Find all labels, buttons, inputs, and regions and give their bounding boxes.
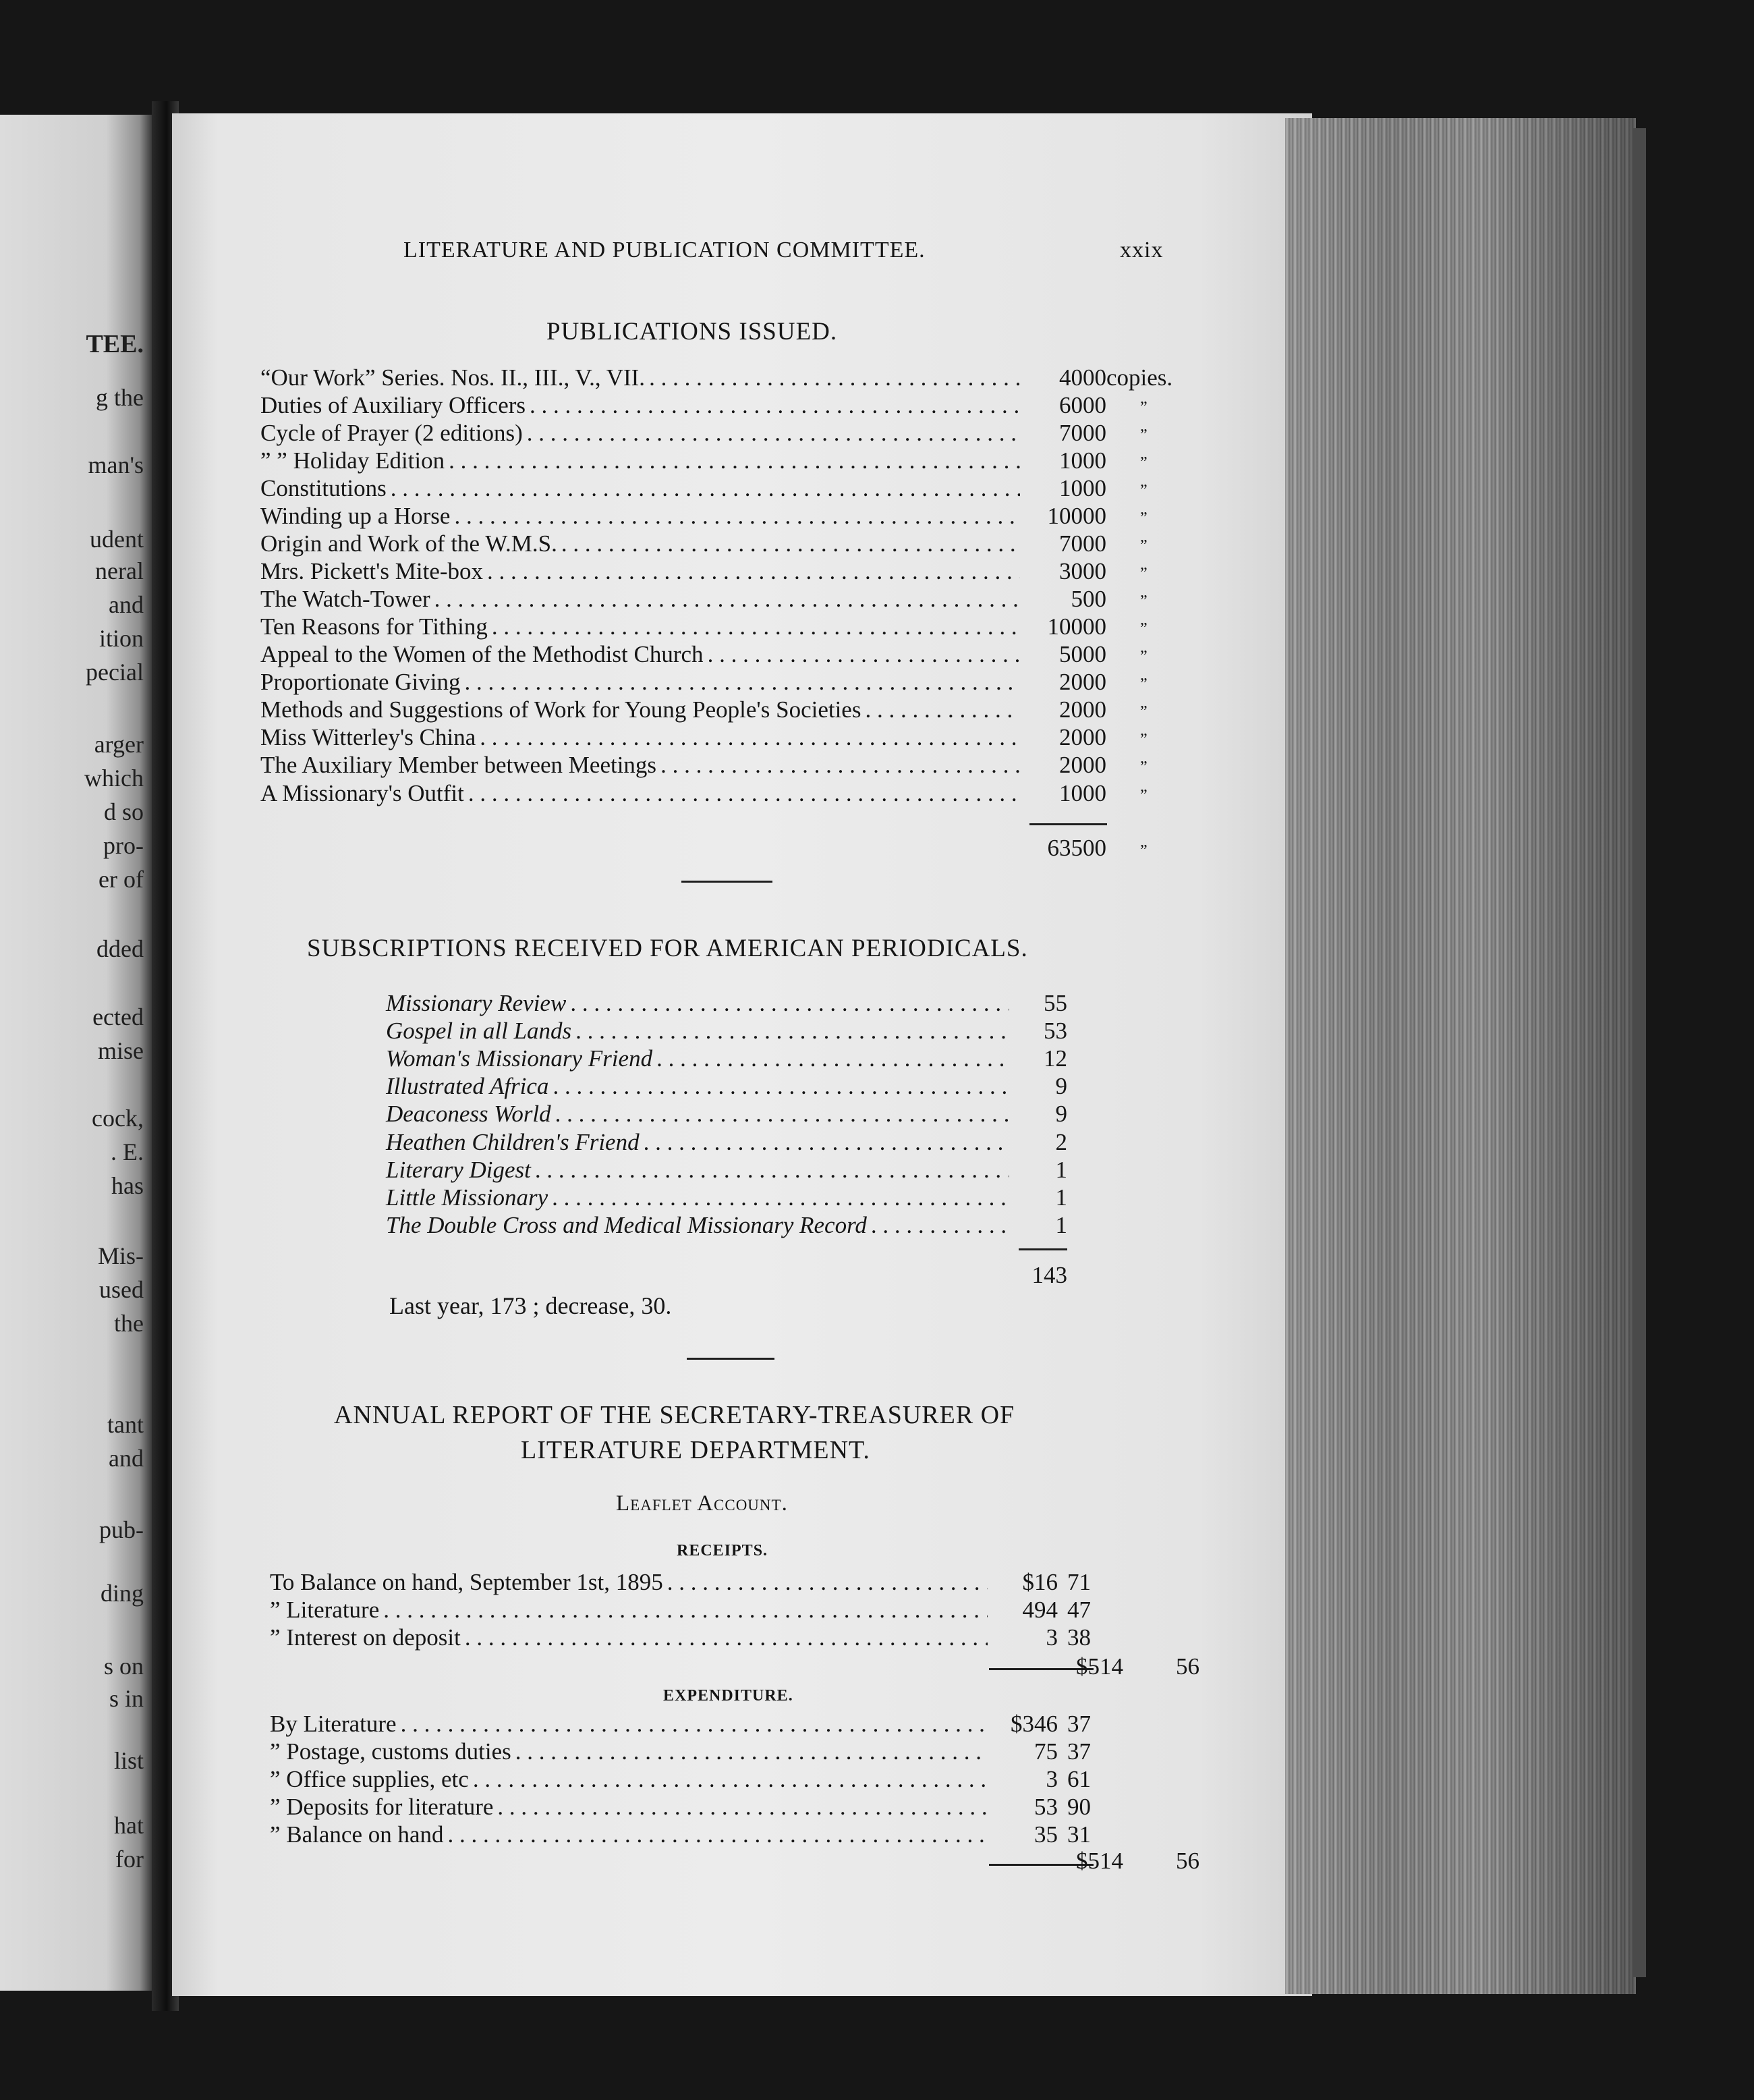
left-page-fragment: s in: [109, 1685, 144, 1712]
leader-dots: [570, 990, 1009, 1017]
expenditure-row-label: ” Postage, customs duties: [270, 1738, 511, 1765]
ditto-mark: ”: [1140, 537, 1148, 555]
publication-copies: 3000: [1059, 558, 1106, 585]
expenditure-row-dollars: 3: [1046, 1766, 1058, 1792]
expenditure-row: [270, 1766, 992, 1793]
leader-dots: [527, 420, 1020, 447]
receipt-row: [270, 1597, 992, 1624]
expenditure-row-label: ” Balance on hand: [270, 1821, 444, 1848]
leader-dots: [667, 1569, 988, 1596]
left-page-fragment: ding: [100, 1580, 144, 1607]
publication-title: Duties of Auxiliary Officers: [260, 392, 526, 419]
leader-dots: [530, 392, 1020, 419]
subscription-row: [386, 1045, 1013, 1072]
left-page-fragment: and: [109, 1445, 144, 1472]
expenditure-row-cents: 31: [1067, 1821, 1091, 1848]
copies-unit-label: copies.: [1106, 364, 1173, 391]
publication-row: [260, 752, 1024, 779]
left-page-fragment: pub-: [99, 1516, 144, 1543]
publication-row: [260, 669, 1024, 696]
leader-dots: [448, 1821, 988, 1848]
publication-row: [260, 420, 1024, 447]
publication-row: [260, 530, 1024, 557]
receipts-heading: RECEIPTS.: [677, 1542, 768, 1559]
publication-title: Methods and Suggestions of Work for Young People's Societies: [260, 696, 861, 723]
leaflet-account-subtitle: Leaflet Account.: [616, 1491, 788, 1516]
publication-row: [260, 364, 1024, 391]
ditto-mark: ”: [1140, 731, 1148, 749]
left-page-fragment: ition: [98, 625, 144, 652]
ditto-mark: ”: [1140, 620, 1148, 638]
left-page-fragment: and: [109, 591, 144, 618]
publication-row: [260, 558, 1024, 585]
publication-row: [260, 475, 1024, 502]
subscriptions-note: Last year, 173 ; decrease, 30.: [389, 1292, 672, 1319]
publication-copies: 2000: [1059, 669, 1106, 696]
ditto-mark: ”: [1140, 482, 1148, 500]
leader-dots: [656, 1045, 1009, 1072]
leader-dots: [454, 503, 1020, 530]
receipt-row-label: ” Interest on deposit: [270, 1624, 461, 1651]
ditto-mark: ”: [1140, 399, 1148, 417]
left-page-fragment: man's: [88, 451, 144, 478]
publication-copies: 10000: [1047, 503, 1106, 530]
subscription-count: 2: [1055, 1128, 1067, 1155]
page-number: xxix: [1120, 238, 1164, 262]
publication-copies: 2000: [1059, 752, 1106, 779]
left-page-fragment: pro-: [103, 832, 144, 859]
leader-dots: [465, 1624, 988, 1651]
receipt-row-label: To Balance on hand, September 1st, 1895: [270, 1569, 663, 1595]
publication-title: Appeal to the Women of the Methodist Church: [260, 641, 704, 668]
leader-dots: [492, 613, 1020, 640]
publication-title: Ten Reasons for Tithing: [260, 613, 488, 640]
publication-title: Origin and Work of the W.M.S.: [260, 530, 557, 557]
subscription-count: 1: [1055, 1156, 1067, 1183]
publication-row: [260, 696, 1024, 723]
publication-title: Mrs. Pickett's Mite-box: [260, 558, 484, 585]
publication-copies: 10000: [1047, 613, 1106, 640]
left-page-fragment: has: [111, 1172, 144, 1199]
leader-dots: [465, 669, 1021, 696]
subscription-row: [386, 990, 1013, 1017]
receipt-row: [270, 1569, 992, 1596]
left-page-fragment: pecial: [86, 659, 144, 686]
leader-dots: [575, 1018, 1009, 1045]
publication-title: A Missionary's Outfit: [260, 779, 464, 806]
leader-dots: [391, 475, 1020, 502]
left-page-fragment: tant: [107, 1411, 144, 1438]
leader-dots: [553, 1073, 1009, 1100]
left-page-fragment: arger: [94, 731, 144, 758]
subscription-count: 9: [1055, 1101, 1067, 1128]
left-page-fragment: the: [114, 1310, 144, 1337]
publication-copies: 5000: [1059, 641, 1106, 668]
subscriptions-total: 143: [1031, 1262, 1067, 1288]
publication-row: [260, 780, 1024, 807]
report-title-line1: ANNUAL REPORT OF THE SECRETARY-TREASURER OF: [334, 1401, 1015, 1429]
publication-copies: 2000: [1059, 696, 1106, 723]
expenditure-row: [270, 1738, 992, 1765]
subscriptions-title: SUBSCRIPTIONS RECEIVED FOR AMERICAN PERIODICALS.: [307, 935, 1028, 962]
subscription-count: 53: [1044, 1018, 1067, 1045]
ditto-mark: ”: [1140, 758, 1148, 777]
publications-title: PUBLICATIONS ISSUED.: [546, 318, 838, 346]
expenditures-total-dollars: $514: [1076, 1848, 1123, 1874]
left-page-fragment: TEE.: [86, 330, 144, 358]
left-page-fragment: used: [99, 1276, 144, 1303]
left-page-fragment: dded: [96, 935, 144, 962]
leader-dots: [449, 447, 1020, 474]
expenditure-row: [270, 1794, 992, 1821]
left-page-fragment: list: [113, 1747, 144, 1774]
ditto-mark: ”: [1140, 426, 1148, 445]
book-cover-edge: [1633, 128, 1646, 1977]
expenditure-row-cents: 37: [1067, 1711, 1091, 1737]
publication-row: [260, 724, 1024, 751]
expenditure-heading: EXPENDITURE.: [663, 1687, 793, 1705]
publication-row: [260, 392, 1024, 419]
periodical-title: Little Missionary: [386, 1184, 548, 1211]
receipts-total-cents: 56: [1176, 1653, 1199, 1680]
subscription-count: 9: [1055, 1073, 1067, 1100]
left-page-fragment: ected: [92, 1003, 144, 1030]
section-divider-2: [687, 1358, 774, 1360]
leader-dots: [644, 1129, 1009, 1156]
subscription-row: [386, 1184, 1013, 1211]
expenditure-row-label: By Literature: [270, 1711, 397, 1737]
ditto-mark: ”: [1140, 786, 1148, 804]
ditto-mark: ”: [1140, 454, 1148, 472]
receipts-total-dollars: $514: [1076, 1653, 1123, 1680]
expenditures-total-cents: 56: [1176, 1848, 1199, 1874]
leader-dots: [473, 1766, 988, 1793]
publication-copies: 1000: [1059, 475, 1106, 502]
report-title-line2: LITERATURE DEPARTMENT.: [521, 1436, 870, 1464]
left-page-fragment: Mis-: [97, 1242, 144, 1269]
receipt-row-dollars: 494: [1022, 1597, 1058, 1623]
subscription-row: [386, 1129, 1013, 1156]
publication-copies: 7000: [1059, 420, 1106, 447]
publication-row: [260, 613, 1024, 640]
publication-title: The Watch-Tower: [260, 586, 430, 613]
leader-dots: [561, 530, 1020, 557]
expenditure-row-dollars: 35: [1034, 1821, 1058, 1848]
ditto-mark: ”: [1140, 565, 1148, 583]
ditto-mark: ”: [1140, 648, 1148, 666]
receipt-row-cents: 71: [1067, 1569, 1091, 1595]
section-divider-1: [681, 881, 772, 883]
left-page-fragment: which: [84, 765, 144, 792]
publication-row: [260, 586, 1024, 613]
periodical-title: Missionary Review: [386, 990, 567, 1016]
leader-dots: [401, 1711, 988, 1738]
receipt-row-label: ” Literature: [270, 1597, 380, 1623]
expenditure-row-label: ” Office supplies, etc: [270, 1766, 469, 1792]
publication-title: Constitutions: [260, 475, 387, 502]
publication-row: [260, 641, 1024, 668]
left-page-fragment: for: [115, 1846, 144, 1873]
subscription-row: [386, 1101, 1013, 1128]
expenditure-row-cents: 90: [1067, 1794, 1091, 1820]
periodical-title: Gospel in all Lands: [386, 1018, 572, 1045]
periodical-title: The Double Cross and Medical Missionary Record: [386, 1211, 867, 1238]
publication-title: ” ” Holiday Edition: [260, 447, 445, 474]
publication-title: Proportionate Giving: [260, 669, 461, 696]
expenditure-row-dollars: $346: [1011, 1711, 1058, 1737]
expenditure-row-cents: 37: [1067, 1738, 1091, 1765]
publication-title: Cycle of Prayer (2 editions): [260, 420, 523, 447]
ditto-mark: ”: [1140, 675, 1148, 694]
publication-copies: 4000: [1059, 364, 1106, 391]
subscription-count: 1: [1055, 1211, 1067, 1238]
subscription-row: [386, 1212, 1013, 1239]
periodical-title: Woman's Missionary Friend: [386, 1045, 653, 1072]
leader-dots: [649, 364, 1020, 391]
publication-title: Winding up a Horse: [260, 503, 451, 530]
left-page-fragment: neral: [95, 557, 144, 584]
leader-dots: [468, 780, 1020, 807]
publication-copies: 500: [1071, 586, 1106, 613]
leader-dots: [552, 1184, 1009, 1211]
subscription-count: 12: [1044, 1045, 1067, 1072]
publication-title: The Auxiliary Member between Meetings: [260, 752, 657, 779]
subscription-row: [386, 1073, 1013, 1100]
publication-copies: 7000: [1059, 530, 1106, 557]
leader-dots: [480, 724, 1020, 751]
subscription-row: [386, 1157, 1013, 1184]
publication-title: “Our Work” Series. Nos. II., III., V., VII.: [260, 364, 646, 391]
publication-title: Miss Witterley's China: [260, 724, 476, 751]
leader-dots: [515, 1738, 988, 1765]
expenditure-row-dollars: 75: [1034, 1738, 1058, 1765]
expenditure-row: [270, 1821, 992, 1848]
ditto-mark: ”: [1140, 592, 1148, 611]
leader-dots: [383, 1597, 988, 1624]
publication-copies: 1000: [1059, 779, 1106, 806]
leader-dots: [434, 586, 1020, 613]
receipt-row-dollars: 3: [1046, 1624, 1058, 1651]
left-page-fragment: hat: [114, 1812, 144, 1839]
publication-copies: 2000: [1059, 724, 1106, 751]
subscription-count: 55: [1044, 990, 1067, 1016]
periodical-title: Literary Digest: [386, 1156, 531, 1183]
running-title: LITERATURE AND PUBLICATION COMMITTEE.: [403, 238, 926, 262]
receipt-row-dollars: $16: [1022, 1569, 1058, 1595]
expenditure-row-label: ” Deposits for literature: [270, 1794, 494, 1820]
publications-total: 63500: [1047, 835, 1106, 861]
leader-dots: [871, 1212, 1009, 1239]
leader-dots: [660, 752, 1020, 779]
expenditure-row: [270, 1711, 992, 1738]
left-page-fragment: cock,: [92, 1105, 144, 1132]
publication-row: [260, 447, 1024, 474]
leader-dots: [487, 558, 1020, 585]
publications-total-ditto: ”: [1140, 842, 1148, 860]
left-page-fragment: . E.: [111, 1138, 144, 1165]
periodical-title: Heathen Children's Friend: [386, 1128, 640, 1155]
publication-copies: 1000: [1059, 447, 1106, 474]
left-page-fragment: g the: [96, 384, 144, 411]
left-facing-page: [0, 115, 152, 1991]
left-page-fragment: er of: [98, 866, 144, 893]
leader-dots: [497, 1794, 988, 1821]
subscription-row: [386, 1018, 1013, 1045]
receipt-row: [270, 1624, 992, 1651]
left-page-fragment: d so: [103, 798, 144, 825]
leader-dots: [865, 696, 1020, 723]
leader-dots: [708, 641, 1020, 668]
publication-row: [260, 503, 1024, 530]
receipt-row-cents: 38: [1067, 1624, 1091, 1651]
subscription-count: 1: [1055, 1184, 1067, 1211]
subscriptions-total-rule: [1019, 1248, 1067, 1250]
ditto-mark: ”: [1140, 703, 1148, 721]
publication-copies: 6000: [1059, 392, 1106, 419]
left-page-fragment: s on: [103, 1653, 144, 1680]
receipt-row-cents: 47: [1067, 1597, 1091, 1623]
periodical-title: Deaconess World: [386, 1101, 551, 1128]
left-page-fragment: mise: [98, 1037, 144, 1064]
expenditure-row-cents: 61: [1067, 1766, 1091, 1792]
leader-dots: [555, 1101, 1009, 1128]
ditto-mark: ”: [1140, 509, 1148, 528]
expenditure-row-dollars: 53: [1034, 1794, 1058, 1820]
periodical-title: Illustrated Africa: [386, 1073, 549, 1100]
leader-dots: [535, 1157, 1009, 1184]
publications-total-rule: [1029, 823, 1107, 825]
left-page-fragment: udent: [90, 526, 144, 553]
page-edges: [1285, 118, 1636, 1994]
